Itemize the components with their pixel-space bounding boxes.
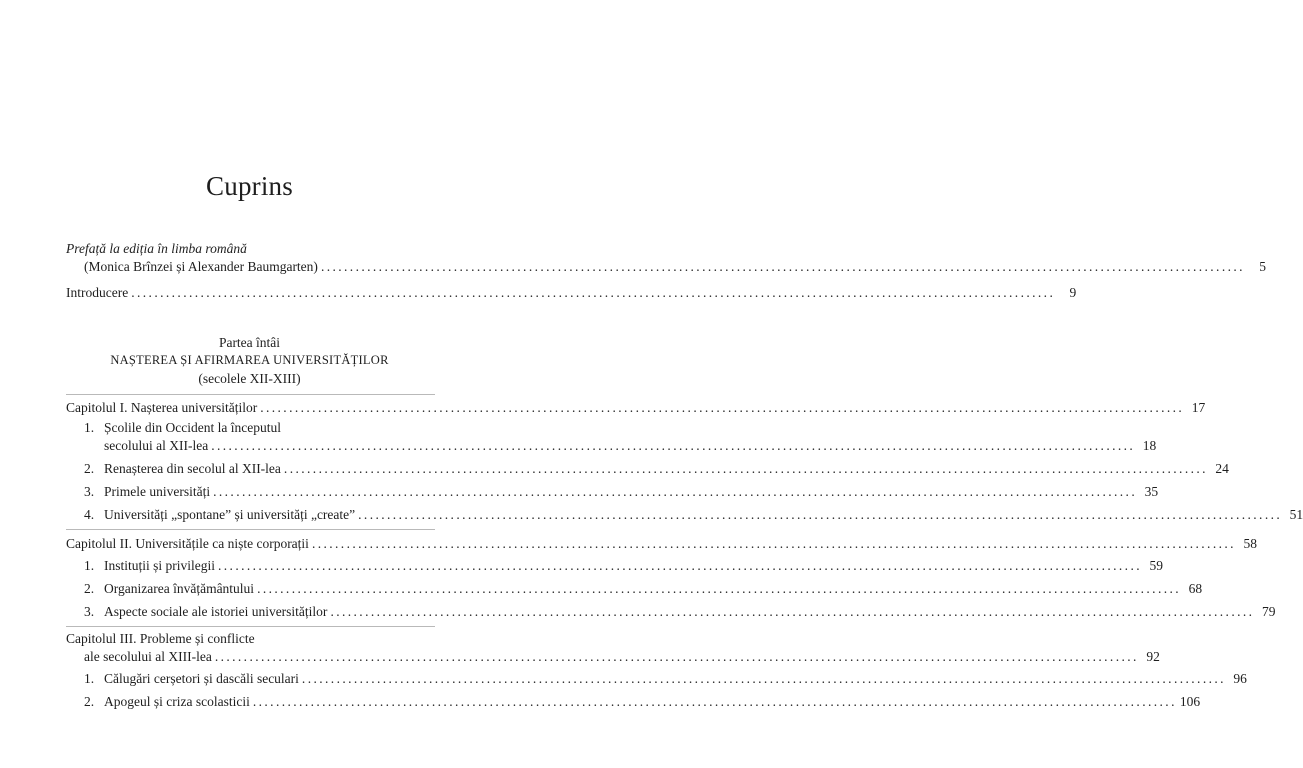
toc-entry-section-2-2[interactable] — [104, 580, 1203, 598]
page-number: 68 — [1188, 581, 1203, 596]
dot-leader: ................................................................................................................................................................ — [330, 604, 1255, 619]
divider — [66, 529, 435, 530]
section-number: 2. — [84, 694, 95, 709]
introduction-label: Introducere — [66, 285, 129, 300]
section-number: 1. — [84, 671, 95, 686]
dot-leader: ................................................................................................................................................................ — [218, 558, 1142, 573]
dot-leader: ................................................................................................................................................................ — [131, 285, 1056, 300]
page-number: 79 — [1261, 604, 1276, 619]
page-number: 106 — [1179, 694, 1201, 709]
section-title: Apogeul și criza scolasticii — [104, 694, 250, 709]
page-number: 96 — [1233, 671, 1247, 686]
page-number: 5 — [1259, 259, 1266, 274]
toc-entry-section-3-1[interactable] — [104, 670, 1247, 688]
dot-leader: ................................................................................................................................................................ — [301, 671, 1226, 686]
section-title: secolului al XII-lea — [104, 438, 209, 453]
dot-leader: ................................................................................................................................................................ — [283, 461, 1208, 476]
section-title: Călugări cerșetori și dascăli seculari — [104, 671, 299, 686]
dot-leader: ................................................................................................................................................................ — [358, 507, 1283, 522]
toc-entry-chapter-1[interactable] — [66, 399, 1206, 417]
part-title: NAȘTEREA ȘI AFIRMAREA UNIVERSITĂȚILOR — [110, 353, 389, 367]
chapter-title: Capitolul II. Universitățile ca niște corporații — [66, 536, 309, 551]
page-number: 58 — [1243, 536, 1257, 551]
dot-leader: ................................................................................................................................................................ — [320, 259, 1245, 274]
toc-entry-preface[interactable] — [84, 258, 1266, 276]
section-title: Primele universități — [104, 484, 211, 499]
dot-leader: ................................................................................................................................................................ — [252, 694, 1177, 709]
toc-entry-section-2-1[interactable] — [104, 557, 1163, 575]
section-number: 2. — [84, 581, 95, 596]
page-number: 24 — [1215, 461, 1229, 476]
section-number: 3. — [84, 604, 95, 619]
dot-leader: ................................................................................................................................................................ — [211, 438, 1136, 453]
toc-entry-chapter-3[interactable] — [84, 648, 1160, 666]
toc-entry-section-1-1[interactable] — [104, 437, 1157, 455]
page-number: 9 — [1069, 285, 1077, 300]
section-number: 1. — [84, 558, 95, 573]
toc-entry-section-3-2[interactable] — [104, 693, 1201, 711]
chapter-title: Capitolul I. Nașterea universităților — [66, 400, 258, 415]
page-number: 17 — [1191, 400, 1206, 415]
page-number: 59 — [1149, 558, 1163, 573]
toc-entry-section-1-2[interactable] — [104, 460, 1229, 478]
toc-entry-section-2-3[interactable] — [104, 603, 1276, 621]
part-label: Partea întâi — [218, 335, 281, 350]
page-number: 51 — [1289, 507, 1303, 522]
preface-title: Prefață la ediția în limba română — [66, 241, 247, 256]
section-title-line: Școlile din Occident la începutul — [104, 420, 281, 435]
part-subtitle: (secolele XII-XIII) — [198, 371, 301, 386]
page-number: 35 — [1144, 484, 1159, 499]
toc-entry-section-1-4[interactable] — [104, 506, 1303, 524]
dot-leader: ................................................................................................................................................................ — [214, 649, 1139, 664]
section-title: Instituții și privilegii — [104, 558, 215, 573]
section-title: Universități „spontane” și universități „create” — [104, 507, 356, 522]
page-title: Cuprins — [206, 171, 293, 201]
section-title: Renașterea din secolul al XII-lea — [104, 461, 281, 476]
dot-leader: ................................................................................................................................................................ — [260, 400, 1185, 415]
toc-entry-section-1-3[interactable] — [104, 483, 1159, 501]
page-number: 18 — [1142, 438, 1157, 453]
divider — [66, 626, 435, 627]
section-number: 4. — [84, 507, 95, 522]
toc-entry-introduction[interactable] — [66, 284, 1077, 302]
section-title: Organizarea învățământului — [104, 581, 255, 596]
section-number: 1. — [84, 420, 95, 435]
chapter-title-line: Capitolul III. Probleme și conflicte — [66, 631, 255, 646]
divider — [66, 394, 435, 395]
section-number: 2. — [84, 461, 95, 476]
dot-leader: ................................................................................................................................................................ — [213, 484, 1138, 499]
dot-leader: ................................................................................................................................................................ — [311, 536, 1236, 551]
section-number: 3. — [84, 484, 95, 499]
chapter-title: ale secolului al XIII-lea — [84, 649, 212, 664]
dot-leader: ................................................................................................................................................................ — [257, 581, 1182, 596]
section-title: Aspecte sociale ale istoriei universităților — [104, 604, 328, 619]
preface-authors: (Monica Brînzei și Alexander Baumgarten) — [84, 259, 318, 274]
toc-entry-chapter-2[interactable] — [66, 535, 1257, 553]
page-number: 92 — [1146, 649, 1160, 664]
